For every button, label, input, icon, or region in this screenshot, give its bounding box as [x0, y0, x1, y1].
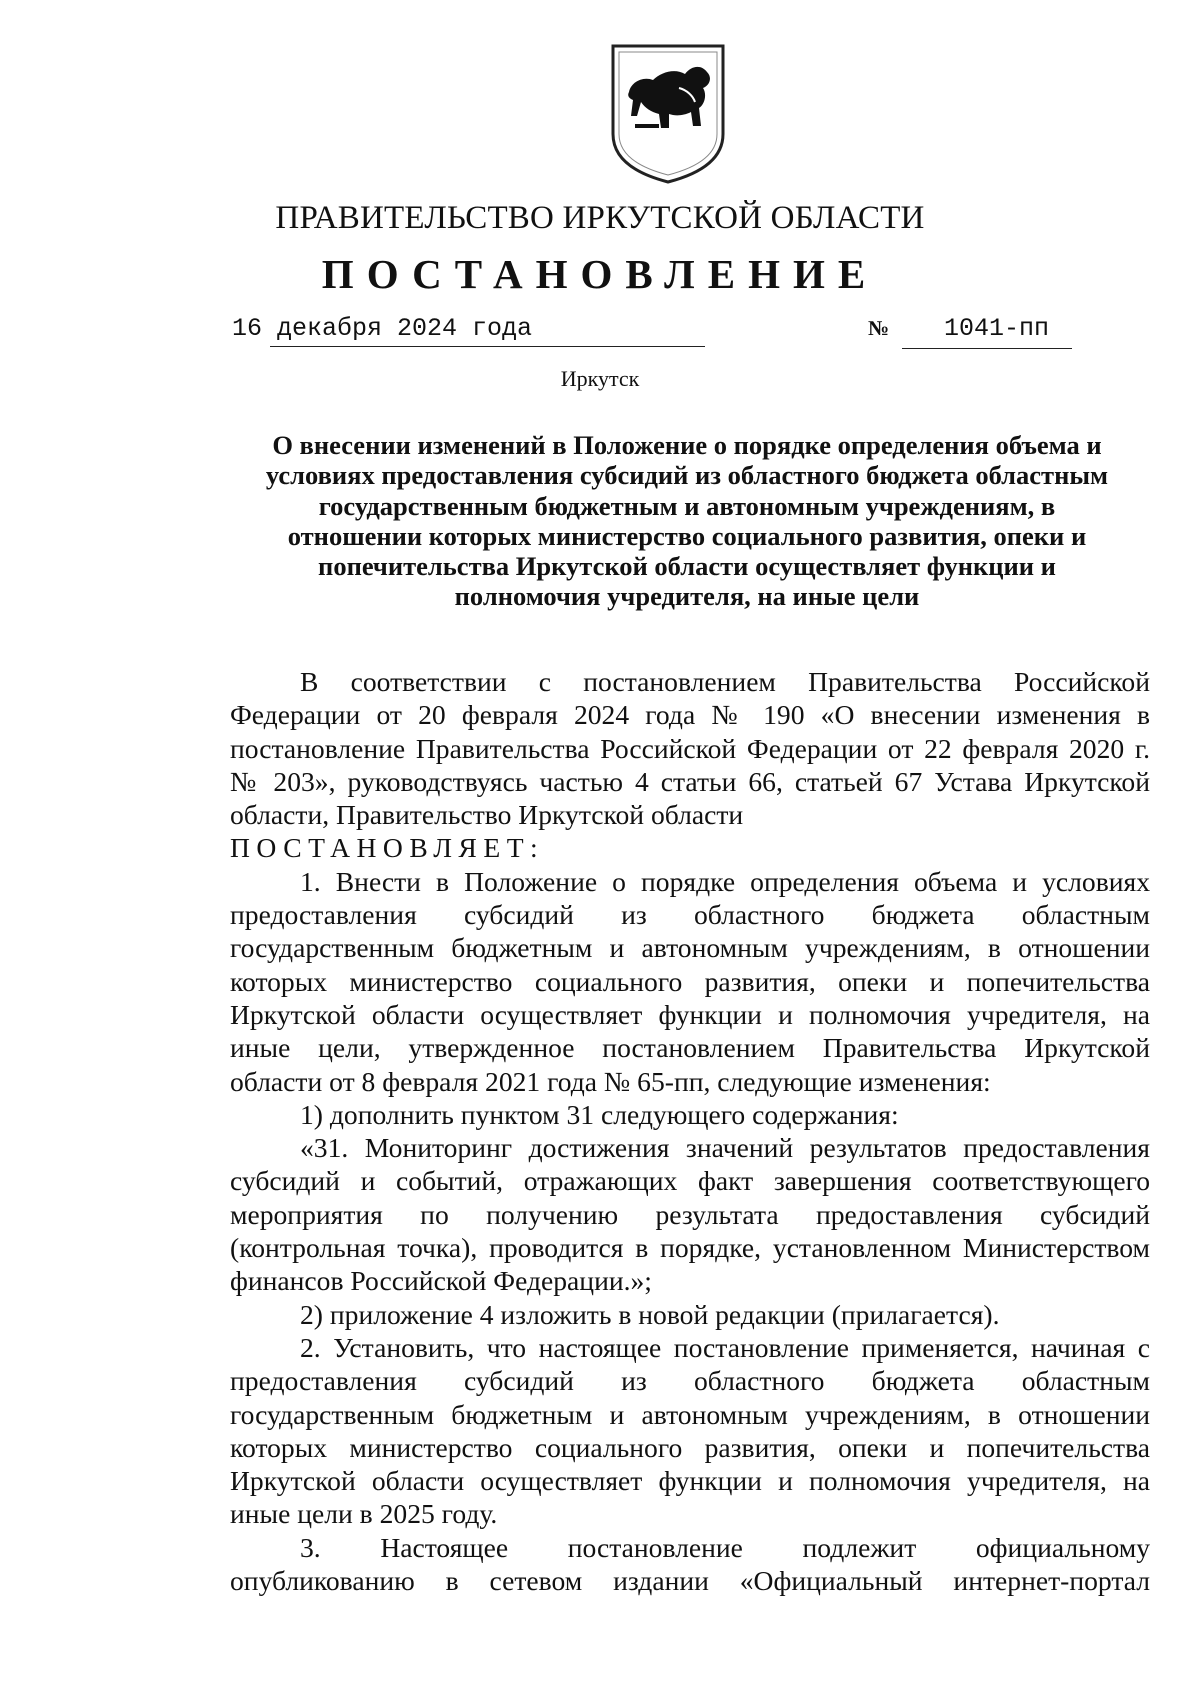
- date-underline: [270, 346, 705, 347]
- body-line: финансов Российской Федерации.»;: [230, 1265, 652, 1297]
- document-title: [220, 430, 1154, 612]
- title-line: попечительства Иркутской области осуществляет функции и: [318, 551, 1056, 582]
- number-underline: [902, 348, 1072, 349]
- body-line: государственным бюджетным и автономным учреждениям, в отношении: [230, 932, 1150, 964]
- city: Иркутск: [560, 366, 640, 391]
- title-line: государственным бюджетным и автономным учреждениям, в: [318, 490, 1056, 521]
- body-line: которых министерство социального развития, опеки и попечительства: [230, 1431, 1150, 1463]
- body-line: опубликованию в сетевом издании «Официальный интернет-портал: [230, 1565, 1150, 1597]
- body-line: субсидий и событий, отражающих факт завершения соответствующего: [230, 1165, 1150, 1197]
- body-line: мероприятия по получению результата предоставления субсидий: [230, 1198, 1150, 1230]
- body-line: № 203», руководствуясь частью 4 статьи 66, статьей 67 Устава Иркутской: [230, 765, 1150, 797]
- number-sign: №: [868, 316, 890, 340]
- title-line: отношении которых министерство социального развития, опеки и: [287, 520, 1087, 551]
- date-text: 16 декабря 2024 года: [232, 314, 533, 343]
- body-line: «31. Мониторинг достижения значений результатов предоставления: [300, 1132, 1150, 1164]
- body-line: постановление Правительства Российской Федерации от 22 февраля 2020 г.: [230, 732, 1150, 764]
- body-line: 1) дополнить пунктом 31 следующего содержания:: [300, 1098, 899, 1130]
- body-line: иные цели в 2025 году.: [230, 1498, 498, 1530]
- coat-of-arms-icon: [609, 42, 727, 184]
- body-line: 3. Настоящее постановление подлежит официальному: [300, 1531, 1150, 1563]
- body-line: области от 8 февраля 2021 года № 65-пп, следующие изменения:: [230, 1065, 991, 1097]
- body-line: В соответствии с постановлением Правительства Российской: [300, 666, 1150, 697]
- document-date: [232, 314, 532, 343]
- body-line: области, Правительство Иркутской области: [230, 799, 744, 831]
- body-line: (контрольная точка), проводится в порядке, установленном Министерством: [230, 1232, 1150, 1264]
- body-line: 1. Внести в Положение о порядке определения объема и условиях: [300, 865, 1150, 897]
- title-line: условиях предоставления субсидий из областного бюджета областным: [265, 460, 1109, 491]
- number-value: 1041-пп: [944, 314, 1050, 343]
- body-line: 2. Установить, что настоящее постановление применяется, начиная с: [300, 1331, 1150, 1363]
- title-line: О внесении изменений в Положение о порядке определения объема и: [272, 430, 1102, 460]
- body-line: предоставления субсидий из областного бюджета областным: [230, 899, 1150, 931]
- body-line: предоставления субсидий из областного бюджета областным: [230, 1365, 1150, 1397]
- body-line: Иркутской области осуществляет функции и полномочия учредителя, на: [230, 1465, 1150, 1497]
- document-type: ПОСТАНОВЛЕНИЕ: [321, 251, 879, 297]
- body-line: государственным бюджетным и автономным учреждениям, в отношении: [230, 1398, 1150, 1430]
- title-line: полномочия учредителя, на иные цели: [454, 581, 920, 612]
- organization-name: ПРАВИТЕЛЬСТВО ИРКУТСКОЙ ОБЛАСТИ: [275, 200, 925, 236]
- body-line: ПОСТАНОВЛЯЕТ:: [230, 832, 545, 864]
- body-line: 2) приложение 4 изложить в новой редакции (прилагается).: [300, 1298, 1000, 1330]
- body-line: которых министерство социального развития, опеки и попечительства: [230, 965, 1150, 997]
- body-line: Иркутской области осуществляет функции и полномочия учредителя, на: [230, 998, 1150, 1030]
- body-line: Федерации от 20 февраля 2024 года № 190 «О внесении изменения в: [230, 699, 1150, 731]
- document-body: [230, 665, 1150, 1597]
- body-line: иные цели, утвержденное постановлением Правительства Иркутской: [230, 1032, 1150, 1064]
